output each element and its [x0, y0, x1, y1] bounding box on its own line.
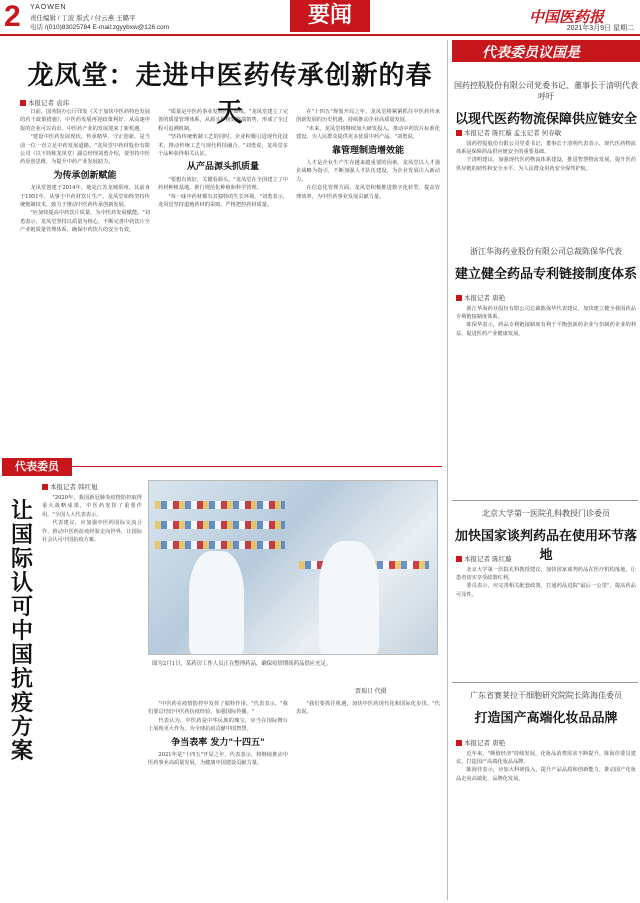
story-byline-text: 本报记者 唐艳	[464, 739, 506, 747]
paragraph: "建设中医药发展现状，传承精华、守正创新，是当前一位一直立足中药发展道路。"龙凤堂中药材股份有限公司（以下简称龙凤堂）副总经理刘勇介绍，要坚持中医药原创思维，为提升中药产业发展助力。	[20, 134, 150, 166]
masthead	[0, 0, 640, 36]
paragraph: 2021年是"十四五"开局之年。代表表示，将继续推动中医药事业高质量发展，为健康中国建设贡献力量。	[148, 752, 288, 767]
byline-marker	[20, 100, 26, 106]
right-story-1-head	[452, 80, 640, 127]
right-story-1-body	[456, 140, 636, 240]
paragraph: 近年来，"颜值经济"持续发展，化妆品消费需求不断提升。陈海佳委员建议，打造国产高端化妆品品牌。	[456, 751, 636, 766]
paragraph: 龙凤堂创建于2014年，地处江苏龙城常州，其前身于1951年，从事于中药材饮片生产。龙凤堂始终坚持传统炮制技术，致力于推动中医药传承创新发展。	[20, 185, 150, 209]
paragraph: 陈海佳表示，应加大科研投入，提升产品品质和创新能力，推动国产化妆品走向高端化、品牌化发展。	[456, 767, 636, 782]
byline-marker	[42, 484, 48, 490]
story-byline-text: 本报记者 唐艳	[464, 294, 506, 302]
kicker: 广东省赛莱拉干细胞研究院院长陈海佳委员	[470, 691, 622, 700]
paper-name: 中国医药报	[528, 8, 604, 26]
story-divider	[452, 500, 638, 501]
rep-section-rule	[72, 466, 442, 467]
main-headline: 龙凤堂：走进中医药传承创新的春天	[27, 61, 433, 128]
main-byline	[20, 98, 69, 107]
story-title: 加快国家谈判药品在使用环节落地	[454, 529, 637, 563]
paragraph: "未来，龙凤堂将继续加大研发投入，推动中药饮片标准化建设，为人民群众提供更多优质中药产品。"刘勇说。	[296, 125, 440, 141]
kicker: 北京大学第一医院孔科教授门诊委员	[482, 509, 610, 518]
header-rule	[0, 34, 640, 36]
right-story-4-body	[456, 750, 636, 895]
paragraph: 代表建议，应加强中医药国际交流合作，推动中医药抗疫经验走向世界，让国际社会认可中国抗疫方案。	[42, 520, 142, 544]
main-column-1	[20, 108, 150, 453]
column-divider	[447, 40, 448, 900]
subheading-2: 从产品源头抓质量	[186, 162, 259, 173]
photo-person	[189, 551, 244, 655]
kicker: 浙江华海药业股份有限公司总裁陈保华代表	[470, 247, 622, 256]
paragraph: 浙江华海药业股份有限公司总裁陈保华代表建议，加快建立健全我国药品专利链接制度体系。	[456, 306, 636, 321]
story-divider	[452, 682, 638, 683]
page-number: 2	[4, 0, 21, 33]
right-story-3-body	[456, 566, 636, 676]
story-byline	[456, 293, 505, 302]
story-title: 建立健全药品专利链接制度体系	[454, 267, 637, 282]
rep-byline	[42, 482, 98, 491]
subheading-1: 为传承创新赋能	[53, 170, 117, 181]
photo-shelf	[155, 521, 285, 529]
paragraph: 人才是企业生产生存越来越重要的因素。龙凤堂以人才强企战略为指引，不断加强人才队伍建设，为企业发展注入新动力。	[296, 160, 440, 183]
right-story-4-head	[452, 690, 640, 726]
byline-marker	[456, 740, 462, 746]
story-byline	[456, 738, 505, 747]
paragraph: "我们要抓住机遇，加快中医药现代化和国际化步伐。"代表说。	[296, 701, 440, 716]
editor-line: 责任编辑 / 丁波 版式 / 付云燕 王璐平	[30, 15, 136, 22]
story-title: 打造国产高端化妆品品牌	[474, 711, 618, 726]
section-title: 要闻	[290, 0, 370, 32]
kicker: 国药控股股份有限公司党委书记、董事长于清明代表呼吁	[454, 81, 638, 101]
rep-column-2	[148, 700, 288, 895]
photo-caption: 图为2月1日，某药房工作人员正在整理药品，确保疫情期间药品供应充足。	[152, 661, 332, 667]
paragraph: 陈保华表示，药品专利链接制度有利于平衡创新药企业与仿制药企业的利益，促进医药产业健康发展。	[456, 322, 636, 337]
story-byline-text: 本报记者 陈红璇	[464, 555, 512, 563]
rep-subheading: 争当表率 发力"十四五"	[171, 737, 265, 748]
paragraph: "每一味中药材都有其独特的生长环境。"刘勇表示，龙凤堂坚持道地药材的采购，严格把控药材质量。	[158, 193, 288, 209]
rep-column-3	[296, 700, 440, 895]
paragraph: 代表认为，中医药是中华民族的瑰宝，应当在国际舞台上展现更大作为，为全球抗疫贡献中国智慧。	[148, 717, 288, 733]
paragraph: 在信息化管理方面，龙凤堂积极推进数字化转型，提高管理效率，为中医药事业发展贡献力量。	[296, 185, 440, 200]
subheading-3: 靠管理制造增效能	[331, 145, 404, 156]
story-byline	[456, 554, 512, 563]
paragraph: "质量是中医药事业发展的生命线。"龙凤堂建立了完善的质量管理体系，从源头种植到终端销售，形成了全过程可追溯机制。	[158, 109, 288, 132]
right-story-2-body	[456, 305, 636, 485]
byline-marker	[456, 295, 462, 301]
right-band-title: 代表委员议国是	[482, 45, 580, 61]
story-byline	[456, 128, 561, 137]
paragraph: 于清明建议，加强现代医药物流体系建设，推进智慧物流发展，提升医药供应链的韧性和安全水平，为人民群众用药安全保驾护航。	[456, 157, 636, 172]
right-story-2-head	[452, 246, 640, 282]
rep-section-tag: 代表委员	[2, 458, 72, 476]
photo-person	[319, 541, 379, 655]
photo-shelf	[155, 541, 285, 549]
contact-line: 电话 /(010)83025784 E-mail:zgyybxw@126.com	[30, 24, 170, 31]
paragraph: "要想有效好，关键看源头。"龙凤堂在全国建立了中药材种植基地，推行规范化种植和科学管理。	[158, 176, 288, 192]
main-column-3	[296, 108, 440, 453]
story-title: 以现代医药物流保障供应链安全	[454, 112, 637, 127]
paragraph: "中医药在疫情防控中发挥了独特作用。"代表表示，"我们要总结好中医药抗疫经验，加强国际传播。"	[148, 701, 288, 716]
paragraph: 委员表示，应完善相关配套政策，打通药品进院"最后一公里"，提高药品可及性。	[456, 583, 636, 598]
paragraph: 北京大学第一医院孔科教授建议，加快国家谈判药品在医疗机构落地，让患者切实享受政策红利。	[456, 567, 636, 582]
rep-vertical-title: 让国际认可中国抗疫方案	[10, 499, 33, 764]
issue-date: 2021年3月9日 星期二	[566, 25, 634, 32]
paragraph: "坚持传统炮制工艺的同时，企业积极引进现代化技术，推动传统工艺与现代科技融合。"刘勇说，龙凤堂多个品种获得相关认证。	[158, 134, 288, 158]
paragraph: 在"十四五"规划开局之年，龙凤堂将紧紧抓住中医药传承创新发展的历史机遇，持续推动企业高质量发展。	[296, 109, 440, 124]
rep-byline-text: 本报记者 韩红旭	[50, 483, 98, 491]
main-column-2	[158, 108, 288, 453]
story-byline-text: 本报记者 陈红璇 孟玉记者 何春敏	[464, 129, 562, 137]
paragraph: 国药控股股份有限公司党委书记、董事长于清明代表表示，现代医药物流体系是保障药品供应链安全的重要基础。	[456, 141, 636, 156]
paragraph: "2020年，我国新冠肺炎疫情防控取得重大战略成果，中医药发挥了重要作用。"全国人大代表表示。	[42, 495, 142, 518]
rep-column-1	[42, 494, 142, 894]
byline-marker	[456, 130, 462, 136]
paragraph: "应加快提高中药饮片质量，为中医药发展赋能。"刘勇表示，龙凤堂坚持以质量为核心，不断完善中药饮片全产业链质量管理体系，确保中药饮片的安全有效。	[20, 210, 150, 234]
paragraph: 日前，国务院办公厅印发《关于加快中医药特色发展的若干政策措施》，中医药发展再迎政策利好。从高速申报的企业可以看出，中医药产业的发展迎来了新机遇。	[20, 109, 150, 132]
main-byline-text: 本报记者 袁玮	[28, 99, 70, 107]
photo-shelf	[155, 501, 285, 509]
photo-credit: 贾瑞日 代摄	[355, 689, 387, 695]
section-english: YAOWEN	[30, 4, 67, 11]
byline-marker	[456, 556, 462, 562]
pharmacy-photo	[148, 480, 438, 655]
